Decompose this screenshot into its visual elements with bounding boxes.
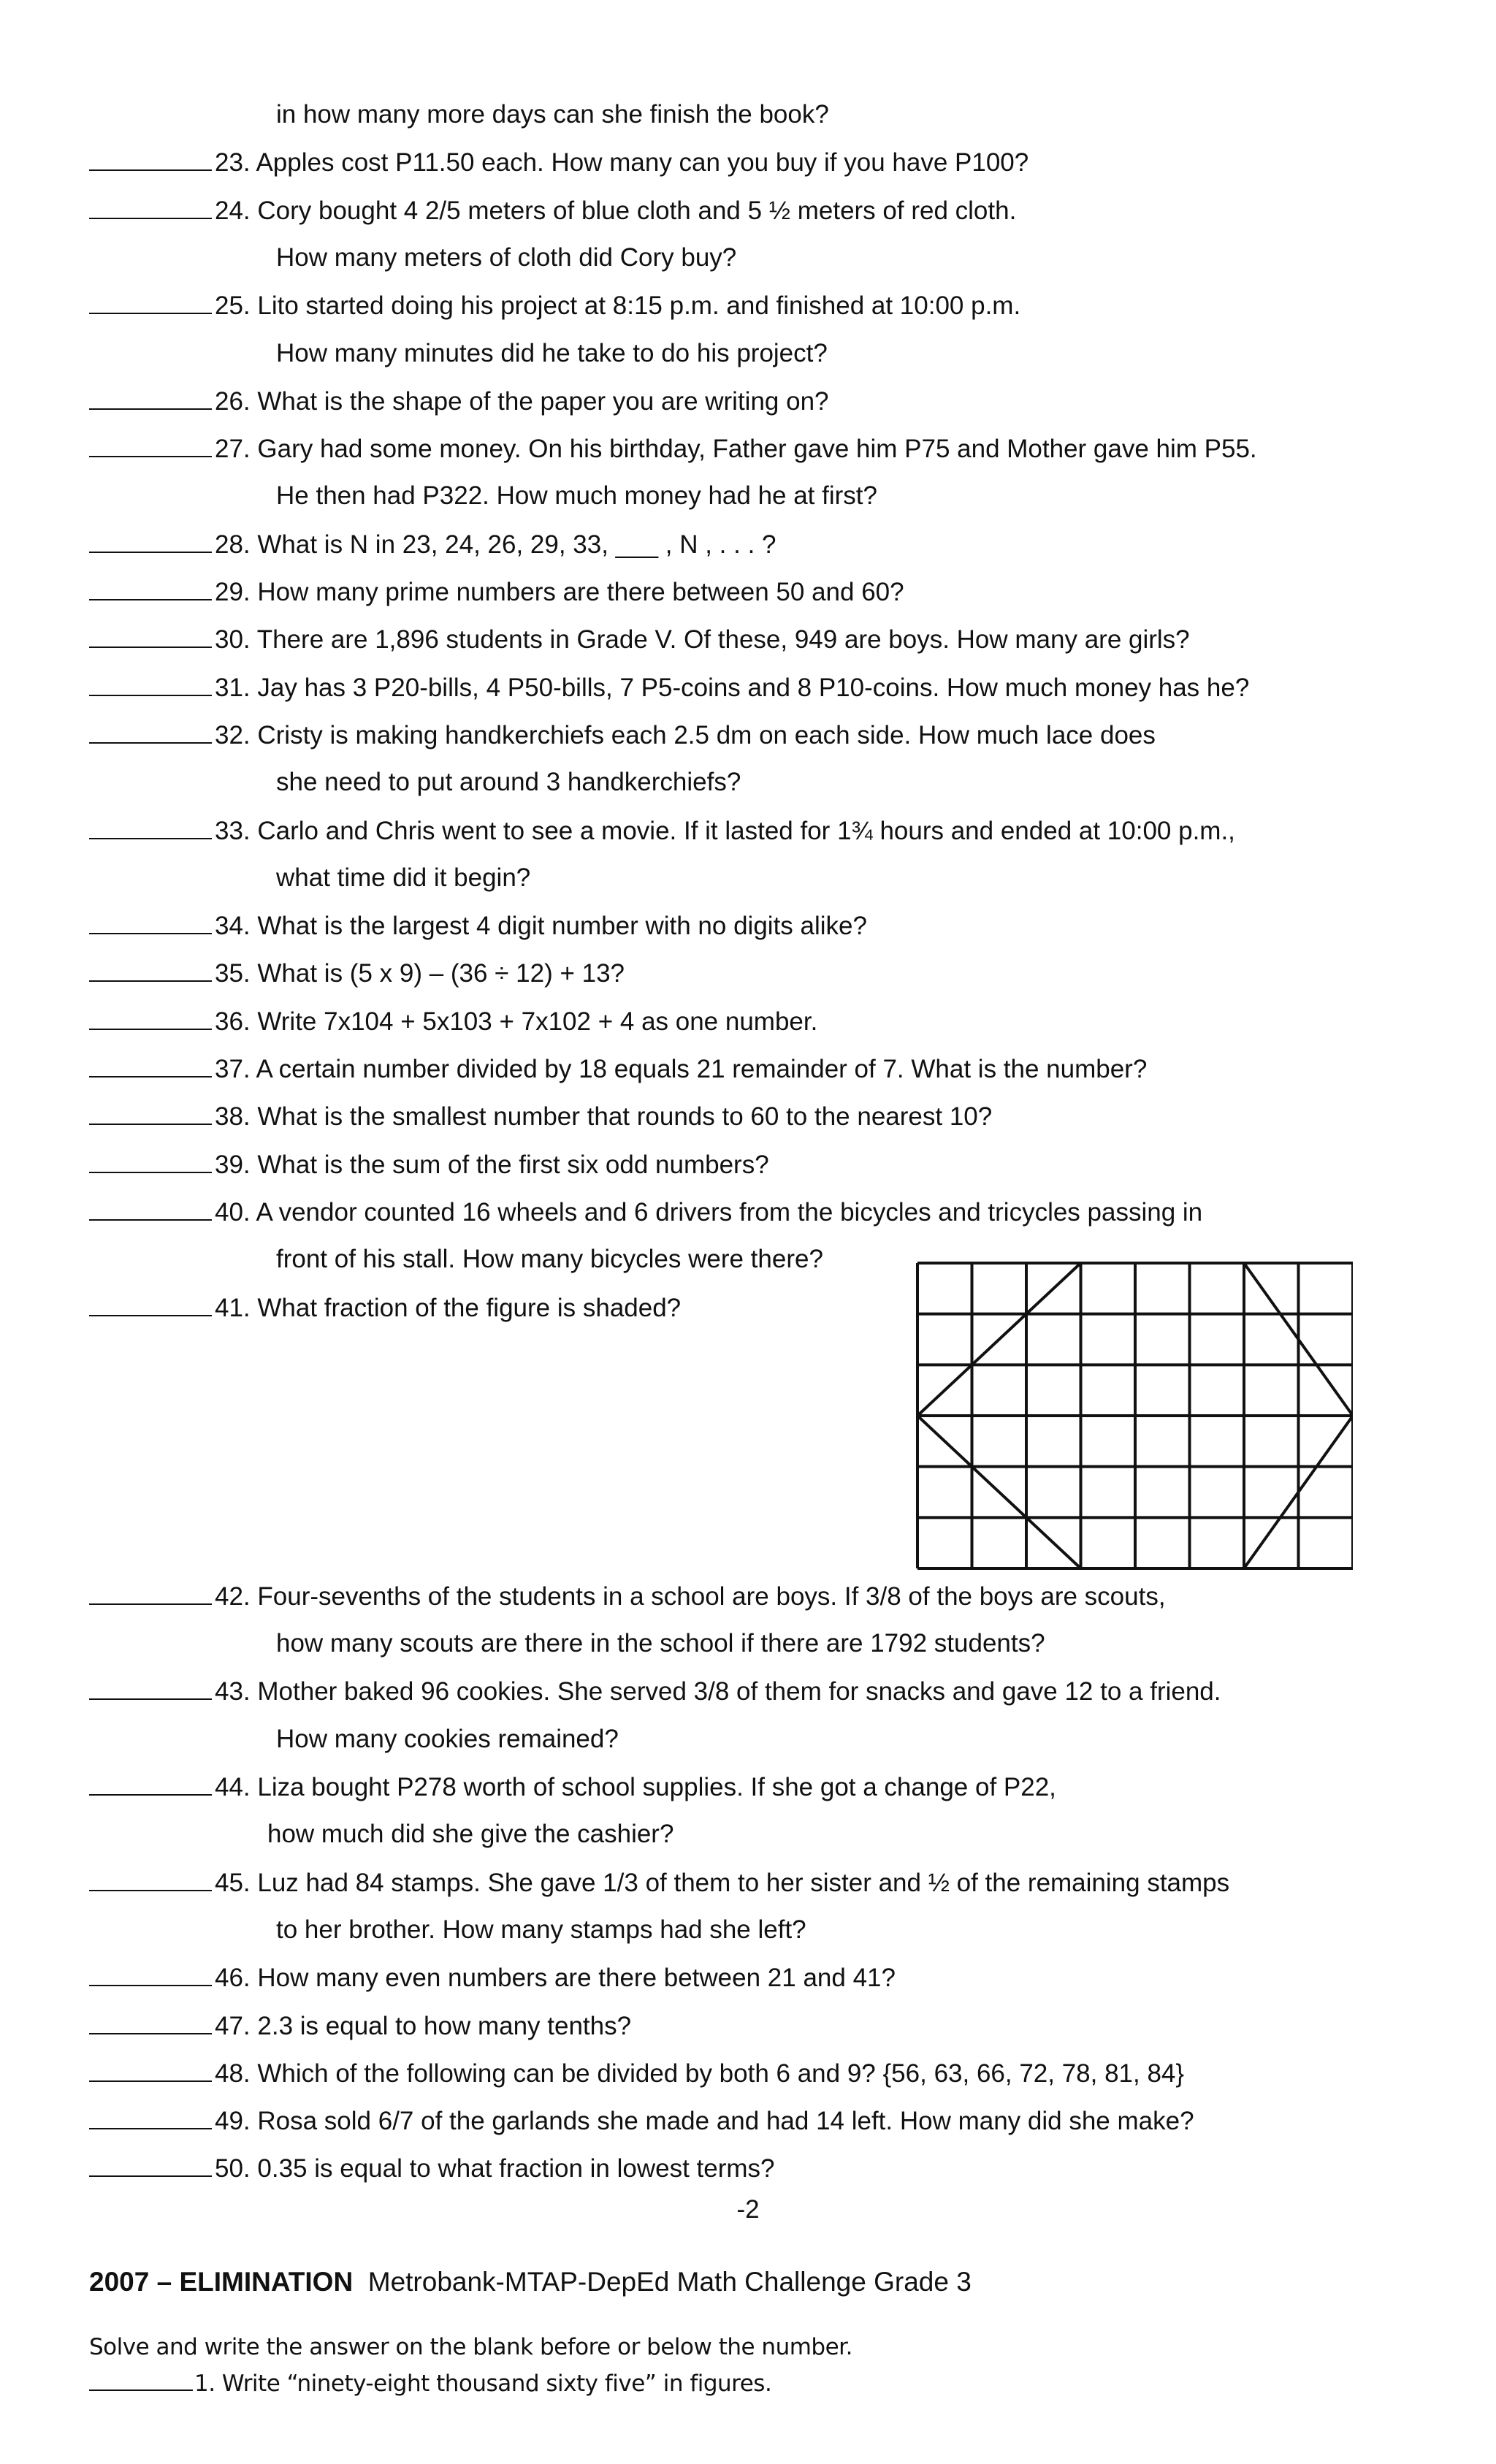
question-row: [89, 1197, 1202, 1227]
question-text: 49. Rosa sold 6/7 of the garlands she made and had 14 left. How many did she make?: [215, 2107, 1194, 2136]
answer-blank[interactable]: [89, 911, 212, 934]
question-row: [89, 1582, 1166, 1611]
section-question-1: [89, 2370, 771, 2397]
question-continuation: she need to put around 3 handkerchiefs?: [276, 768, 741, 797]
answer-blank[interactable]: [89, 196, 212, 219]
question-text: 48. Which of the following can be divided by both 6 and 9? {56, 63, 66, 72, 78, 81, 84}: [215, 2059, 1185, 2088]
answer-blank[interactable]: [89, 386, 212, 410]
answer-blank[interactable]: [89, 1150, 212, 1173]
question-text: 40. A vendor counted 16 wheels and 6 drivers from the bicycles and tricycles passing in: [215, 1197, 1203, 1227]
shaded-grid-figure: [915, 1260, 1353, 1574]
question-row: [89, 196, 1016, 226]
question-continuation: how many scouts are there in the school if there are 1792 students?: [276, 1629, 1045, 1658]
question-text: 33. Carlo and Chris went to see a movie. If it lasted for 1¾ hours and ended at 10:00 p.m.,: [215, 816, 1235, 845]
question-text: 36. Write 7x104 + 5x103 + 7x102 + 4 as one number.: [215, 1007, 818, 1036]
answer-blank[interactable]: [89, 1677, 212, 1700]
answer-blank[interactable]: [89, 673, 212, 696]
question-row: [89, 2059, 1184, 2089]
question-row: [89, 673, 1249, 703]
question-continuation: how much did she give the cashier?: [267, 1820, 674, 1849]
question-row: [89, 1772, 1056, 1802]
answer-blank[interactable]: [89, 1868, 212, 1891]
question-row: [89, 1007, 817, 1037]
section-header: [89, 2267, 972, 2297]
question-row: [89, 1293, 681, 1323]
question-continuation: How many meters of cloth did Cory buy?: [276, 243, 737, 272]
question-row: [89, 911, 867, 941]
question-continuation: to her brother. How many stamps had she left?: [276, 1915, 806, 1944]
question-text: 30. There are 1,896 students in Grade V. Of these, 949 are boys. How many are girls?: [215, 625, 1190, 655]
question-row: [89, 2154, 775, 2183]
question-row: [89, 958, 625, 988]
section-instruction: Solve and write the answer on the blank before or below the number.: [89, 2334, 852, 2360]
question-row: [89, 2106, 1194, 2136]
question-text: 41. What fraction of the figure is shaded?: [215, 1293, 682, 1322]
answer-blank[interactable]: [89, 291, 212, 314]
question-row: [89, 1150, 769, 1180]
question-text: 38. What is the smallest number that rounds to 60 to the nearest 10?: [215, 1102, 993, 1132]
answer-blank[interactable]: [89, 1197, 212, 1221]
answer-blank[interactable]: [89, 1963, 212, 1986]
question-row: [89, 720, 1156, 750]
question-text: 44. Liza bought P278 worth of school supplies. If she got a change of P22,: [215, 1773, 1056, 1801]
question-text: 28. What is N in 23, 24, 26, 29, 33, ___ , N , . . . ?: [215, 530, 776, 559]
shape-diagonal: [917, 1416, 1081, 1568]
section-title-bold: 2007 – ELIMINATION: [89, 2267, 354, 2297]
question-text: 45. Luz had 84 stamps. She gave 1/3 of them to her sister and ½ of the remaining stamps: [215, 1868, 1230, 1897]
question-row: [89, 386, 829, 416]
question-continuation: How many minutes did he take to do his project?: [276, 338, 828, 367]
question-row: [89, 577, 904, 607]
question-text: 35. What is (5 x 9) – (36 ÷ 12) + 13?: [215, 959, 625, 988]
answer-blank[interactable]: [89, 625, 212, 648]
answer-blank[interactable]: [89, 1582, 212, 1605]
question-continuation: front of his stall. How many bicycles were there?: [276, 1245, 823, 1274]
section-title-rest: Metrobank-MTAP-DepEd Math Challenge Grade 3: [367, 2267, 972, 2297]
question-text: 39. What is the sum of the first six odd numbers?: [215, 1150, 769, 1179]
question-text: 27. Gary had some money. On his birthday, Father gave him P75 and Mother gave him P55.: [215, 435, 1257, 464]
question-row: [89, 1963, 896, 1993]
question-row: [89, 1102, 992, 1132]
question-text: 24. Cory bought 4 2/5 meters of blue cloth and 5 ½ meters of red cloth.: [215, 196, 1017, 225]
shape-diagonal: [917, 1263, 1081, 1416]
question-text: 37. A certain number divided by 18 equals 21 remainder of 7. What is the number?: [215, 1055, 1148, 1083]
question-row: [89, 2011, 631, 2041]
question-row: [89, 816, 1235, 846]
question-text: 47. 2.3 is equal to how many tenths?: [215, 2011, 632, 2040]
question-text: 46. How many even numbers are there between 21 and 41?: [215, 1964, 896, 1993]
question-row: [89, 291, 1020, 321]
question-continuation: He then had P322. How much money had he at first?: [276, 481, 877, 511]
question-row: [89, 530, 776, 560]
question-text: 42. Four-sevenths of the students in a school are boys. If 3/8 of the boys are scouts,: [215, 1582, 1166, 1611]
answer-blank[interactable]: [89, 2011, 212, 2034]
question-text: 43. Mother baked 96 cookies. She served 3/8 of them for snacks and gave 12 to a friend.: [215, 1677, 1221, 1706]
page-number: -2: [736, 2195, 760, 2224]
answer-blank[interactable]: [89, 2154, 212, 2177]
answer-blank[interactable]: [89, 530, 212, 553]
answer-blank[interactable]: [89, 958, 212, 982]
question-row: [89, 1677, 1221, 1706]
question-text: 34. What is the largest 4 digit number with no digits alike?: [215, 912, 867, 941]
answer-blank[interactable]: [89, 434, 212, 457]
answer-blank[interactable]: [89, 1293, 212, 1316]
answer-blank[interactable]: [89, 2106, 212, 2129]
question-1-text: 1. Write “ninety-eight thousand sixty five” in figures.: [194, 2370, 772, 2397]
answer-blank[interactable]: [89, 816, 212, 839]
question-text: 50. 0.35 is equal to what fraction in lowest terms?: [215, 2154, 775, 2183]
question-text: 29. How many prime numbers are there between 50 and 60?: [215, 578, 904, 606]
question-continuation: How many cookies remained?: [276, 1724, 619, 1753]
answer-blank[interactable]: [89, 1054, 212, 1077]
question-text: 31. Jay has 3 P20-bills, 4 P50-bills, 7 P5-coins and 8 P10-coins. How much money has he?: [215, 673, 1250, 702]
answer-blank[interactable]: [89, 720, 212, 744]
question-text: 25. Lito started doing his project at 8:15 p.m. and finished at 10:00 p.m.: [215, 291, 1021, 321]
question-text: 23. Apples cost P11.50 each. How many can you buy if you have P100?: [215, 148, 1029, 178]
answer-blank[interactable]: [89, 148, 212, 171]
answer-blank[interactable]: [89, 577, 212, 600]
answer-blank[interactable]: [89, 1772, 212, 1796]
answer-blank[interactable]: [89, 2059, 212, 2082]
question-continuation: what time did it begin?: [276, 863, 531, 892]
question-row: [89, 1054, 1147, 1084]
question-text: 26. What is the shape of the paper you are writing on?: [215, 386, 829, 416]
question-text: 32. Cristy is making handkerchiefs each 2.5 dm on each side. How much lace does: [215, 720, 1156, 750]
question-row: [89, 434, 1257, 464]
answer-blank[interactable]: [89, 2370, 193, 2391]
question-row: [89, 625, 1190, 655]
answer-blank[interactable]: [89, 1102, 212, 1125]
question-continuation: in how many more days can she finish the book?: [276, 100, 829, 129]
question-row: [89, 1868, 1229, 1898]
question-row: [89, 148, 1028, 178]
answer-blank[interactable]: [89, 1007, 212, 1030]
